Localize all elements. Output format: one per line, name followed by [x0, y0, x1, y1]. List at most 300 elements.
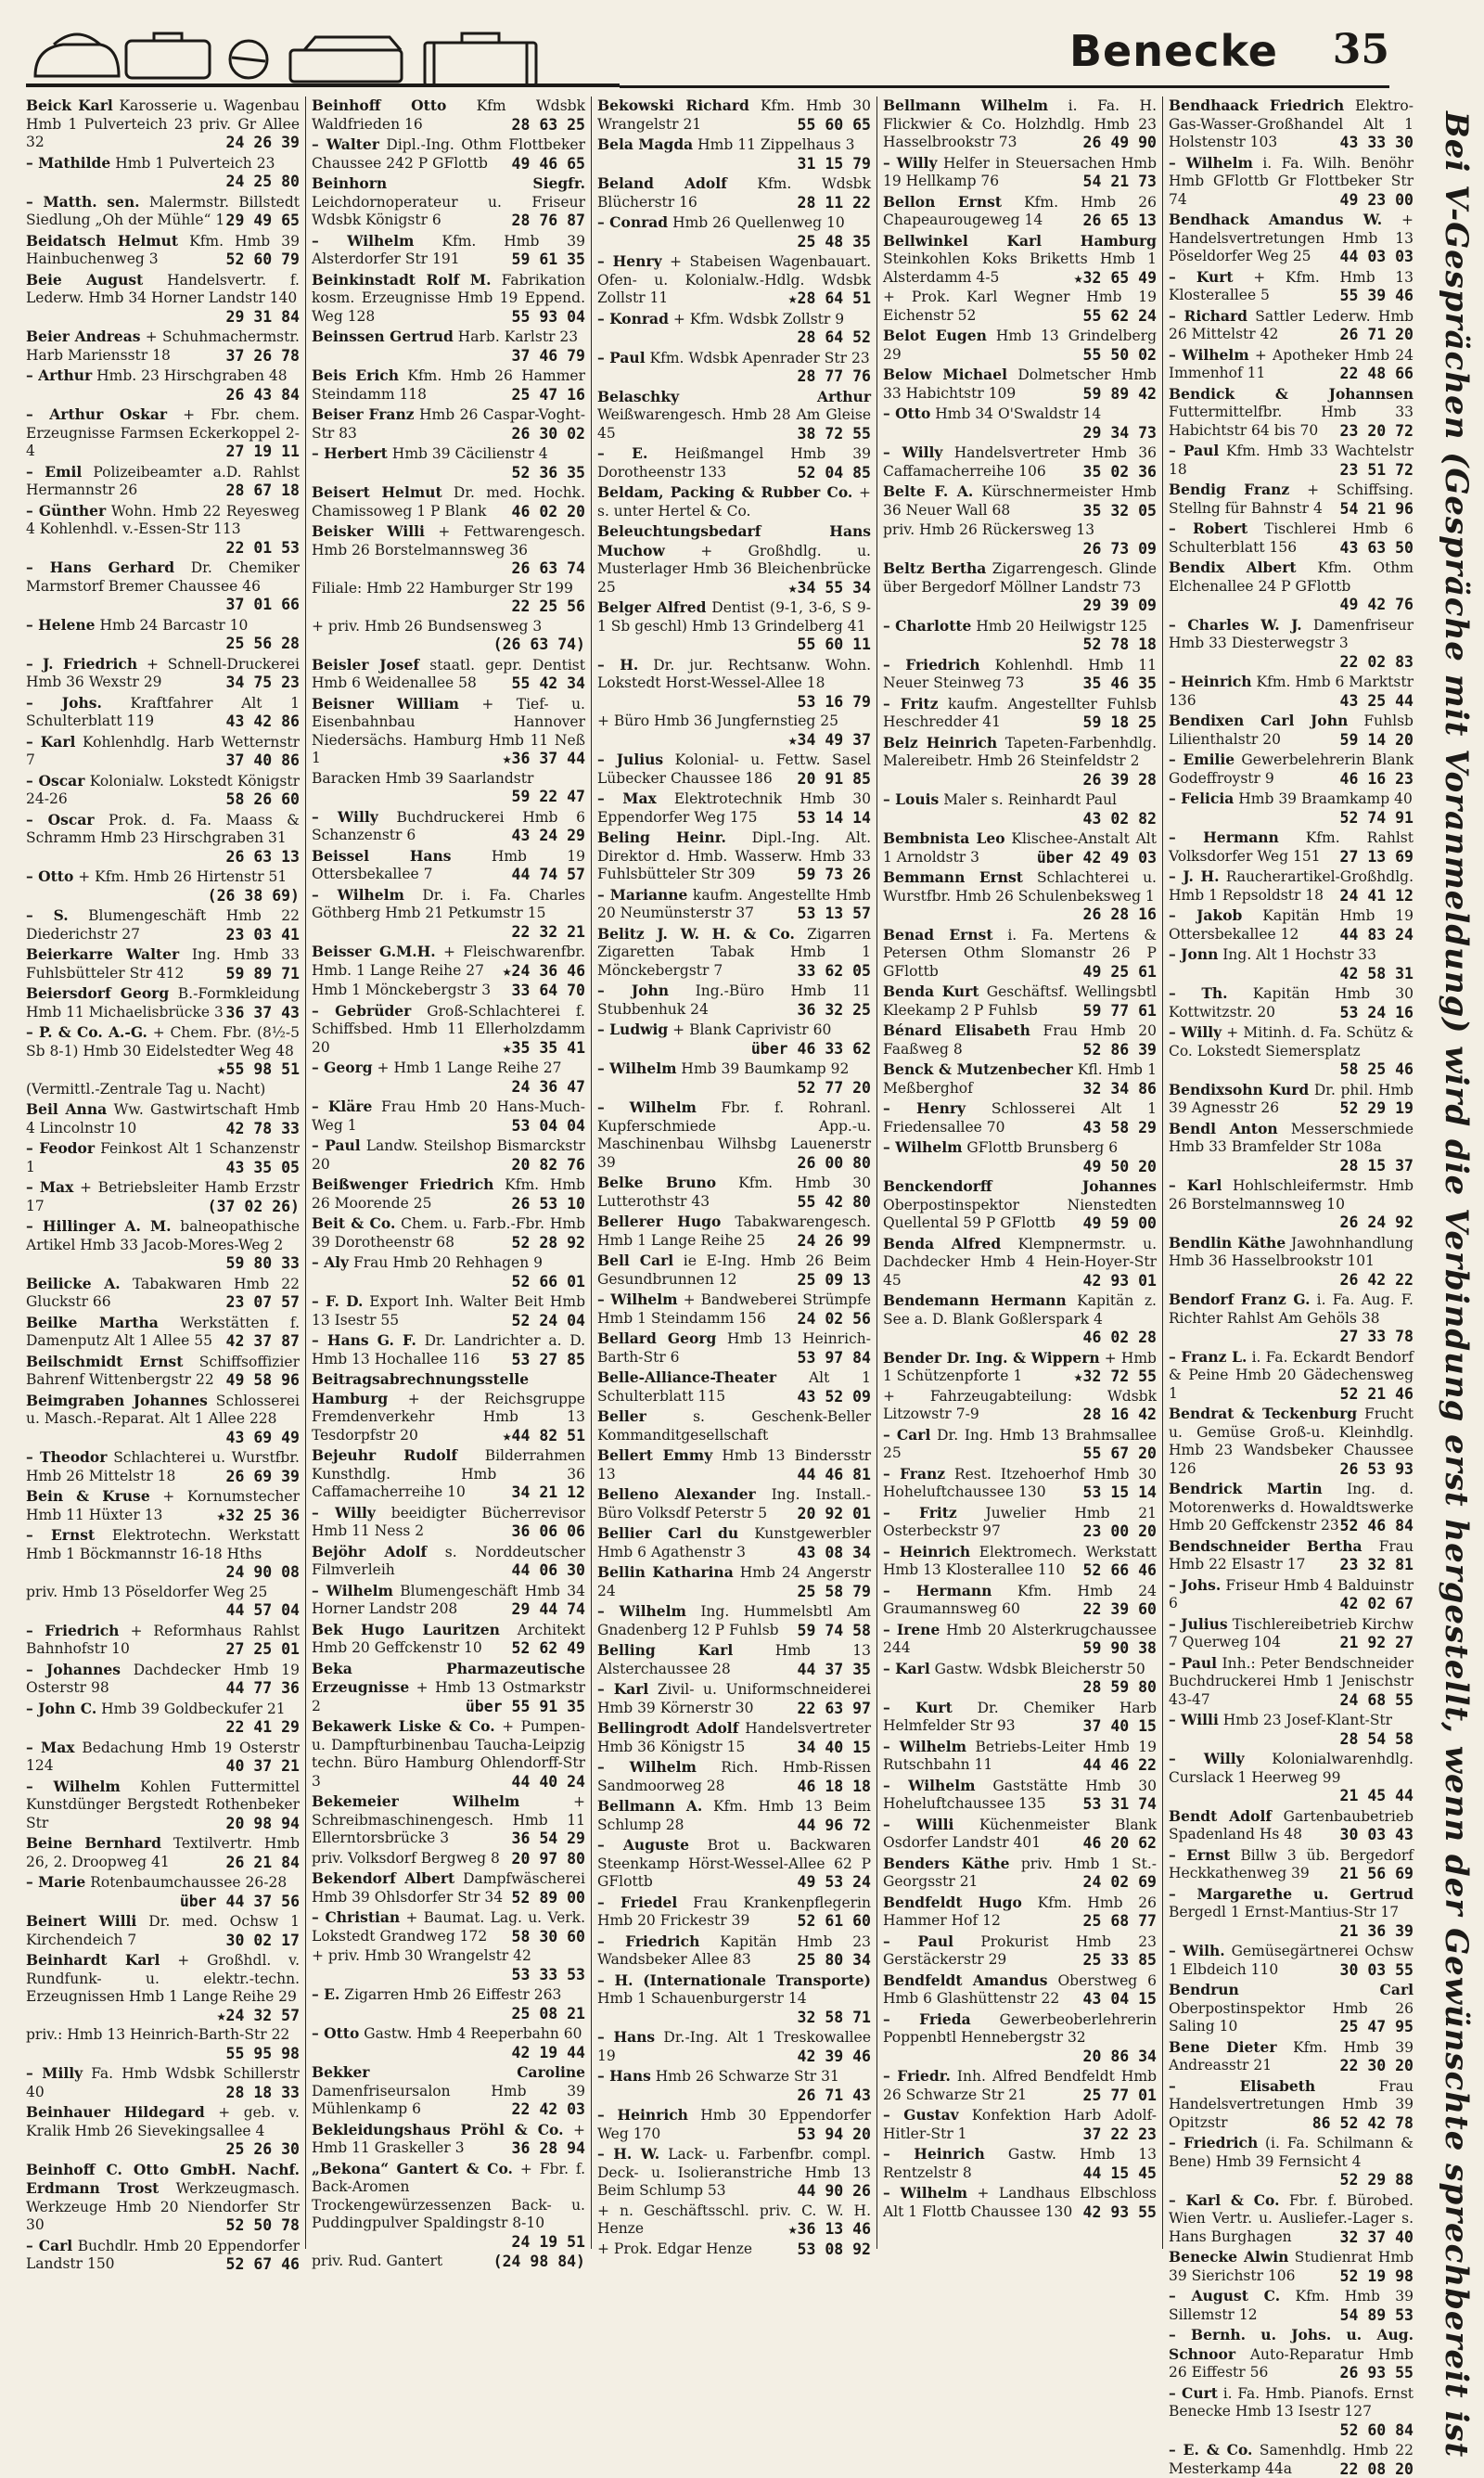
phone-number: 26 71 43: [798, 2086, 871, 2105]
column-5: [1169, 96, 1419, 2249]
phone-number: 58 30 60: [512, 1928, 585, 1946]
directory-entry: [597, 1329, 871, 1367]
directory-entry: [1169, 96, 1414, 152]
phone-number: 55 39 46: [1340, 287, 1414, 305]
directory-entry: [26, 1217, 300, 1273]
entry-details: Klischee-Anstalt Alt 1 Arnoldstr 3: [883, 830, 1157, 866]
entry-name: – Fritz: [883, 695, 939, 713]
entry-details: Tischlereibetrieb Kirchw 7 Querweg 104: [1169, 1616, 1414, 1651]
directory-entry: [312, 405, 585, 443]
entry-details: Rest. Itzehoerhof Hmb 30 Hoheluftchaussee 130: [883, 1466, 1157, 1501]
entry-name: Beleuchtungsbedarf Hans Muchow: [597, 522, 871, 559]
directory-entry: [597, 1797, 871, 1834]
phone-number: 28 54 58: [1340, 1730, 1414, 1749]
entry-details: Inh.: Peter Bendschneider Buchdruckerei Hmb 1 Jenischstr 43-47: [1169, 1655, 1414, 1708]
entry-name: – S.: [26, 906, 69, 924]
entry-name: – Johannes: [26, 1661, 121, 1678]
phone-number: 25 77 01: [1083, 2086, 1157, 2105]
phone-number: 43 08 34: [798, 1544, 871, 1562]
phone-number: 21 56 69: [1340, 1865, 1414, 1883]
directory-entry: [312, 770, 585, 806]
phone-number: 30 03 55: [1340, 1961, 1414, 1980]
phone-number: 36 28 94: [512, 2139, 585, 2158]
entry-name: – Hillinger A. M.: [26, 1217, 172, 1235]
directory-entry: [883, 404, 1157, 442]
entry-details: Geschäftsf. Wellingsbtl Kleekamp 2 P Fuhlsb: [883, 983, 1157, 1019]
entry-name: – E.: [597, 444, 647, 462]
directory-entry: [26, 1526, 300, 1582]
phone-number: 49 58 96: [226, 1371, 300, 1390]
entry-name: – Christian: [312, 1908, 400, 1926]
entry-name: Beitragsabrechnungsstelle Hamburg: [312, 1370, 529, 1407]
entry-details: Kfm. Hmb 33 Wachtelstr 18: [1169, 443, 1414, 478]
phone-number: 49 50 20: [1083, 1158, 1157, 1176]
directory-entry: [312, 135, 585, 173]
directory-entry: [1169, 1846, 1414, 1883]
entry-details: Kunstgewerbler Hmb 6 Agathenstr 3: [597, 1525, 871, 1560]
entry-name: – Walter: [312, 135, 379, 153]
entry-details: + s. unter Hertel & Co.: [597, 484, 871, 520]
entry-name: – Friedel: [597, 1894, 677, 1911]
phone-number: 43 04 15: [1083, 1990, 1157, 2009]
phone-number: 52 66 46: [1083, 1561, 1157, 1580]
directory-entry: [597, 388, 871, 443]
entry-details: Hmb 26 Schwarze Str 31: [656, 2068, 839, 2085]
directory-entry: [1169, 828, 1414, 866]
phone-number: 42 93 01: [1083, 1272, 1157, 1290]
directory-entry: [883, 2145, 1157, 2182]
directory-entry: [883, 1177, 1157, 1233]
entry-details: + Hmb 11 Graskeller 3: [312, 2122, 585, 2157]
entry-name: Beick Karl: [26, 96, 113, 114]
entry-details: + geb. v. Kralik Hmb 26 Sievekingsallee 4: [26, 2104, 300, 2139]
entry-name: Bendschneider Bertha: [1169, 1537, 1362, 1555]
directory-entry: [597, 1485, 871, 1522]
entry-name: – Wilhelm: [312, 232, 414, 250]
directory-entry: [26, 502, 300, 558]
directory-entry: [26, 1314, 300, 1351]
directory-entry: [883, 1021, 1157, 1059]
phone-number: 25 08 21: [512, 2005, 585, 2023]
phone-number: 23 07 57: [226, 1293, 300, 1312]
phone-number: 54 21 96: [1340, 500, 1414, 519]
directory-entry: [883, 1738, 1157, 1775]
entry-name: Bellon Ernst: [883, 193, 1002, 211]
entry-details: + Kornumstecher Hmb 11 Hüxter 13: [26, 1488, 300, 1523]
entry-details: + Hmb 1 Schützenpforte 1: [883, 1350, 1157, 1385]
entry-name: – E. & Co.: [1169, 2441, 1252, 2459]
entry-details: + Blank Caprivistr 60: [672, 1021, 831, 1038]
entry-name: Beinhauer Hildegard: [26, 2103, 205, 2121]
directory-entry: [26, 772, 300, 809]
directory-entry: [1169, 1576, 1414, 1613]
entry-name: – Helene: [26, 616, 96, 634]
phone-number: 25 80 34: [798, 1951, 871, 1970]
entry-name: – Emilie: [1169, 751, 1235, 768]
entry-details: priv. Volksdorf Bergweg 8: [312, 1850, 500, 1867]
directory-entry: [312, 1175, 585, 1213]
directory-entry: [26, 2064, 300, 2101]
phone-number: 55 60 11: [798, 636, 871, 654]
directory-entry: [312, 1985, 585, 2022]
phone-number: 59 80 33: [226, 1254, 300, 1273]
entry-details: Hmb 1 Mönckebergstr 3: [312, 982, 491, 998]
directory-entry: [883, 1388, 1157, 1424]
directory-entry: [1169, 1081, 1414, 1118]
directory-entry: [883, 1543, 1157, 1580]
entry-name: Beinhorn Siegfr.: [312, 174, 585, 192]
entry-name: Belte F. A.: [883, 482, 973, 500]
directory-entry: [597, 1563, 871, 1600]
entry-details: Buchdruckerei Hmb 6 Schanzenstr 6: [312, 809, 585, 844]
directory-entry: [1169, 751, 1414, 788]
entry-details: Frau Hmb 22 Elsastr 17: [1169, 1538, 1414, 1573]
directory-entry: [26, 327, 300, 365]
entry-name: – Oscar: [26, 811, 95, 828]
entry-name: – Aly: [312, 1253, 349, 1271]
phone-number: 24 02 56: [798, 1310, 871, 1329]
phone-number: 20 97 80: [512, 1850, 585, 1868]
directory-entry: [597, 1213, 871, 1250]
entry-name: Bendfeldt Amandus: [883, 1971, 1047, 1989]
entry-name: Belle-Alliance-Theater: [597, 1368, 776, 1386]
phone-number: (37 02 26): [208, 1198, 300, 1216]
directory-entry: [312, 1370, 585, 1444]
phone-number: 30 02 17: [226, 1932, 300, 1950]
entry-details: Heißmangel Hmb 39 Dorotheenstr 133: [597, 445, 871, 481]
phone-number: 38 72 55: [798, 425, 871, 443]
phone-number: 55 42 34: [512, 674, 585, 693]
entry-name: – Carl: [26, 2237, 72, 2254]
entry-details: Elektrotechnik Hmb 30 Eppendorfer Weg 175: [597, 790, 871, 826]
directory-entry: [26, 1661, 300, 1698]
directory-entry: [597, 1680, 871, 1717]
entry-details: Futtermittelfbr. Hmb 33 Habichtstr 64 bis 70: [1169, 404, 1414, 439]
directory-entry: [883, 1621, 1157, 1658]
directory-entry: [26, 193, 300, 230]
entry-details: Dentist (9-1, 3-6, S 9-1 Sb geschl) Hmb 13 Grindelberg 41: [597, 599, 871, 635]
entry-details: Steinkohlen Koks Briketts Hmb 1 Alsterdamm 4-5: [883, 250, 1157, 286]
entry-name: – Hermann: [1169, 828, 1279, 846]
phone-number: 36 37 43: [226, 1004, 300, 1022]
directory-entry: [1169, 481, 1414, 518]
entry-name: – Bernh. u. Johs. u. Aug. Schnoor: [1169, 2326, 1414, 2363]
entry-name: Bendt Adolf: [1169, 1807, 1272, 1825]
directory-entry: [26, 655, 300, 692]
phone-number: 26 71 20: [1340, 326, 1414, 344]
entry-details: Schlachterei u. Wurstfbr. Hmb 26 Mittelstr 18: [26, 1449, 300, 1484]
phone-number: 52 19 98: [1340, 2267, 1414, 2286]
phone-number: 53 24 16: [1340, 1004, 1414, 1022]
entry-details: ie E-Ing. Hmb 26 Beim Gesundbrunnen 12: [597, 1252, 871, 1288]
phone-number: ★35 35 41: [503, 1039, 585, 1058]
entry-name: Belot Eugen: [883, 327, 987, 344]
directory-entry: [26, 1023, 300, 1079]
phone-number: 43 52 09: [798, 1388, 871, 1406]
entry-details: Juwelier Hmb 21 Osterbeckstr 97: [883, 1505, 1157, 1540]
entry-details: + Betriebsleiter Hamb Erzstr 17: [26, 1179, 300, 1214]
entry-details: Leichdornoperateur u. Friseur Wdsbk Königstr 6: [312, 194, 585, 229]
phone-number: 34 21 12: [512, 1483, 585, 1502]
directory-entry: [597, 349, 871, 386]
directory-entry: [1169, 2441, 1414, 2478]
entry-name: „Bekona“ Gantert & Co.: [312, 2160, 513, 2177]
entry-details: + n. Geschäftsschl. priv. C. W. H. Henze: [597, 2202, 871, 2238]
directory-entry: [312, 2063, 585, 2119]
entry-details: Prok. d. Fa. Maass & Schramm Hmb 23 Hirschgraben 31: [26, 812, 300, 847]
directory-entry: [1169, 2191, 1414, 2247]
entry-name: – Ernst: [26, 1526, 95, 1544]
entry-details: + Landhaus Elbschloss Alt 1 Flottb Chaussee 130: [883, 2185, 1157, 2220]
entry-name: – Konrad: [597, 310, 669, 327]
phone-number: 23 03 41: [226, 926, 300, 944]
phone-number: 24 25 80: [226, 173, 300, 191]
entry-name: – Charlotte: [883, 617, 971, 635]
phone-number: 23 32 81: [1340, 1556, 1414, 1574]
entry-name: Bellert Emmy: [597, 1446, 712, 1464]
phone-number: 25 47 95: [1340, 2018, 1414, 2036]
phone-number: 52 61 60: [798, 1912, 871, 1931]
entry-name: – Willy: [312, 1504, 376, 1521]
directory-entry: [597, 1758, 871, 1795]
entry-name: – Th.: [1169, 984, 1228, 1002]
luggage-illustration: [26, 17, 620, 91]
phone-number: 44 74 57: [512, 866, 585, 884]
entry-details: beeidigter Bücherrevisor Hmb 11 Ness 2: [312, 1505, 585, 1540]
entry-name: – Fritz: [883, 1504, 957, 1521]
entry-name: Bendfeldt Hugo: [883, 1894, 1022, 1911]
entry-details: Küchenmeister Blank Osdorfer Landstr 401: [883, 1817, 1157, 1852]
entry-details: Zivil- u. Uniformschneiderei Hmb 39 Körnerstr 30: [597, 1681, 871, 1716]
entry-details: + Bandweberei Strümpfe Hmb 1 Steindamm 156: [597, 1291, 871, 1327]
directory-entry: [597, 790, 871, 827]
directory-entry: [597, 1932, 871, 1970]
directory-entry: [1169, 1654, 1414, 1710]
entry-name: – Wilhelm: [883, 2184, 967, 2202]
phone-number: 59 22 47: [512, 788, 585, 806]
entry-name: Belitz J. W. H. & Co.: [597, 925, 795, 943]
entry-name: – Max: [26, 1739, 75, 1756]
entry-details: Kfm. Hmb 6 Marktstr 136: [1169, 674, 1414, 709]
phone-number: 43 33 30: [1340, 134, 1414, 152]
directory-entry: [883, 982, 1157, 1020]
entry-name: – Arthur: [26, 366, 92, 384]
entry-details: Groß-Schlachterei f. Schiffsbed. Hmb 11 Ellerholzdamm 20: [312, 1003, 585, 1056]
phone-number: ★32 25 36: [217, 1507, 300, 1525]
entry-details: Gastw. Hmb 4 Reeperbahn 60: [364, 2025, 582, 2042]
entry-details: Hmb 39 Goldbeckufer 21: [101, 1701, 285, 1717]
entry-name: – Frieda: [883, 2010, 971, 2028]
entry-name: Bendick & Johannsen: [1169, 385, 1414, 403]
directory-entry: [597, 598, 871, 654]
directory-entry: [312, 847, 585, 884]
phone-number: 24 02 69: [1083, 1873, 1157, 1892]
phone-number: 44 46 81: [798, 1466, 871, 1484]
entry-details: Chem. u. Farb.-Fbr. Hmb 39 Dorotheenstr 68: [312, 1215, 585, 1251]
entry-details: Werkstätten f. Damenputz Alt 1 Allee 55: [26, 1315, 300, 1350]
directory-entry: [597, 1368, 871, 1406]
entry-name: – Oscar: [26, 772, 84, 790]
page-header: [26, 17, 1389, 91]
entry-name: Benck & Mutzenbecher: [883, 1060, 1073, 1078]
directory-entry: [1169, 559, 1414, 614]
entry-name: – Hans Gerhard: [26, 559, 174, 576]
entry-details: priv.: Hmb 13 Heinrich-Barth-Str 22: [26, 2026, 289, 2043]
entry-name: – Julius: [597, 751, 663, 768]
entry-details: Elektro-Gas-Wasser-Großhandel Alt 1 Holstenstr 103: [1169, 97, 1414, 150]
entry-details: Maler s. Reinhardt Paul: [943, 791, 1117, 808]
entry-details: (Vermittl.-Zentrale Tag u. Nacht): [26, 1081, 265, 1098]
entry-details: Kfm. Hmb 39 Alsterdorfer Str 191: [312, 233, 585, 268]
directory-entry: [312, 1621, 585, 1658]
phone-number: 33 62 05: [798, 962, 871, 981]
entry-details: Kraftfahrer Alt 1 Schulterblatt 119: [26, 695, 300, 730]
entry-details: i. Fa. Wilh. Benöhr Hmb GFlottb Gr Flottbeker Str 74: [1169, 155, 1414, 208]
entry-details: Friseur Hmb 4 Balduinstr 6: [1169, 1577, 1414, 1612]
phone-number: 20 98 94: [226, 1815, 300, 1833]
entry-details: Hmb 1 Schauenburgerstr 14: [597, 1990, 807, 2007]
entry-name: – Paul: [312, 1136, 361, 1154]
phone-number: 37 01 66: [226, 596, 300, 614]
entry-name: Beilicke A.: [26, 1275, 121, 1292]
entry-details: Kfm. Hmb 26 Moorende 25: [312, 1176, 585, 1212]
entry-details: (i. Fa. Schilmann & Bene) Hmb 39 Fernsicht 4: [1169, 2135, 1414, 2170]
entry-details: balneopathische Artikel Hmb 33 Jacob-Mores-Weg 2: [26, 1218, 300, 1253]
entry-details: Hmb 39 Cäcilienstr 4: [392, 445, 548, 462]
entry-name: Bendrun Carl: [1169, 1981, 1414, 1998]
entry-details: + priv. Hmb 26 Bundsensweg 3: [312, 618, 542, 635]
entry-details: Kfm. Hmb 30 Wrangelstr 21: [597, 97, 871, 133]
entry-name: Beinhoff Otto: [312, 96, 446, 114]
entry-name: – Charles W. J.: [1169, 616, 1302, 634]
entry-details: + Baumat. Lag. u. Verk. Lokstedt Grandweg 172: [312, 1909, 585, 1945]
entry-name: Beldam, Packing & Rubber Co.: [597, 483, 852, 501]
header-surname: Benecke: [1069, 26, 1278, 76]
entry-details: Bilderrahmen Kunsthdlg. Hmb 36 Caffamacherreihe 10: [312, 1447, 585, 1500]
entry-details: Dachdecker Hmb 19 Osterstr 98: [26, 1662, 300, 1697]
directory-entry: [312, 366, 585, 404]
directory-entry: [883, 1971, 1157, 2009]
directory-entry: [597, 1971, 871, 2027]
entry-details: Kfm. Hmb 13 Beim Schlump 28: [597, 1798, 871, 1833]
phone-number: 28 59 80: [1083, 1678, 1157, 1697]
directory-entry: [883, 154, 1157, 191]
directory-entry: [312, 1543, 585, 1580]
directory-entry: [26, 1700, 300, 1737]
phone-number: 44 06 30: [512, 1561, 585, 1580]
entry-name: – Otto: [312, 2024, 359, 2042]
phone-number: 21 36 39: [1340, 1922, 1414, 1941]
phone-number: 59 74 58: [798, 1622, 871, 1640]
entry-name: Beinkinstadt Rolf M.: [312, 271, 491, 289]
entry-name: – Karl & Co.: [1169, 2191, 1280, 2209]
entry-details: Kohlenhdlg. Harb Wetternstr 7: [26, 734, 300, 769]
directory-entry: [597, 2202, 871, 2239]
phone-number: 52 89 00: [512, 1889, 585, 1907]
phone-number: 35 02 36: [1083, 463, 1157, 481]
entry-name: – Richard: [1169, 307, 1247, 325]
entry-name: – Gebrüder: [312, 1002, 411, 1020]
entry-name: Beiersdorf Georg: [26, 984, 169, 1002]
entry-details: Fa. Hmb Wdsbk Schillerstr 40: [26, 2065, 300, 2100]
directory-entry: [883, 695, 1157, 732]
directory-entry: [597, 252, 871, 308]
entry-name: Bellwinkel Karl Hamburg: [883, 232, 1157, 250]
entry-details: Frau Handelsvertretungen Hmb 39 Opitzstr: [1169, 2078, 1414, 2131]
entry-details: Hmb 24 Barcastr 10: [99, 617, 248, 634]
directory-entry: [312, 2024, 585, 2061]
directory-entry: [1169, 2038, 1414, 2075]
phone-number: über 46 33 62: [751, 1040, 871, 1059]
phone-number: ★28 64 51: [788, 289, 871, 308]
phone-number: 25 48 35: [798, 233, 871, 251]
entry-name: – Curt: [1169, 2384, 1218, 2402]
entry-details: + Schreibmaschinengesch. Hmb 11 Ellerntorsbrücke 3: [312, 1793, 585, 1846]
directory-entry: [883, 656, 1157, 693]
directory-entry: [1169, 2248, 1414, 2285]
entry-name: – Friedrich: [597, 1932, 699, 1950]
entry-details: Kfm. Hmb 39 Hainbuchenweg 3: [26, 233, 300, 268]
entry-details: Handelsvertreter Hmb 36 Königstr 15: [597, 1720, 871, 1755]
phone-number: 42 19 44: [512, 2044, 585, 2062]
entry-details: Rotenbaumchaussee 26-28: [90, 1874, 287, 1891]
phone-number: 44 15 45: [1083, 2164, 1157, 2183]
phone-number: 55 62 24: [1083, 307, 1157, 326]
entry-name: – Ernst: [1169, 1846, 1230, 1864]
phone-number: über 42 49 03: [1037, 849, 1157, 867]
phone-number: 46 02 28: [1083, 1329, 1157, 1347]
phone-number: 59 61 35: [512, 250, 585, 269]
directory-entry: [883, 559, 1157, 615]
phone-number: 44 40 24: [512, 1773, 585, 1791]
phone-number: 25 47 16: [512, 386, 585, 404]
phone-number: 26 21 84: [226, 1854, 300, 1872]
phone-number: 52 74 91: [1340, 809, 1414, 828]
entry-name: Beinhardt Karl: [26, 1951, 160, 1969]
phone-number: 53 16 79: [798, 693, 871, 712]
entry-name: Beilschmidt Ernst: [26, 1353, 183, 1370]
entry-details: Frau Krankenpflegerin Hmb 20 Frickestr 39: [597, 1894, 871, 1930]
phone-number: 24 26 99: [798, 1232, 871, 1251]
phone-number: 44 96 72: [798, 1817, 871, 1835]
entry-details: Dr. phil. Hmb 39 Agnesstr 26: [1169, 1082, 1414, 1117]
entry-details: Frau Hmb 20 Faaßweg 8: [883, 1022, 1157, 1058]
entry-details: Kürschnermeister Hmb 36 Neuer Wall 68: [883, 483, 1157, 519]
entry-name: Bellin Katharina: [597, 1563, 734, 1581]
directory-entry: [597, 1098, 871, 1172]
directory-entry: [597, 483, 871, 520]
phone-number: 28 76 87: [512, 212, 585, 230]
phone-number: 46 16 23: [1340, 770, 1414, 789]
directory-entry: [26, 1487, 300, 1524]
entry-details: Tischlerei Hmb 6 Schulterblatt 156: [1169, 520, 1414, 556]
directory-entry: [26, 1739, 300, 1776]
entry-name: Bendorf Franz G.: [1169, 1290, 1311, 1308]
directory-entry: [312, 1446, 585, 1502]
phone-number: 86 52 42 78: [1312, 2114, 1414, 2133]
entry-details: Oberpostinspektor Nienstedten Quellental 59 P GFlottb: [883, 1197, 1157, 1232]
entry-details: Filiale: Hmb 22 Hamburger Str 199: [312, 580, 573, 597]
phone-number: 34 75 23: [226, 674, 300, 692]
directory-entry: [883, 617, 1157, 654]
directory-entry: [26, 366, 300, 404]
phone-number: 58 26 60: [226, 790, 300, 809]
entry-name: Bekendorf Albert: [312, 1869, 454, 1887]
column-3: [597, 96, 877, 2249]
entry-details: Hmb 13 Alsterchaussee 28: [597, 1642, 871, 1677]
directory-entry: [883, 482, 1157, 520]
phone-number: 44 46 22: [1083, 1756, 1157, 1775]
